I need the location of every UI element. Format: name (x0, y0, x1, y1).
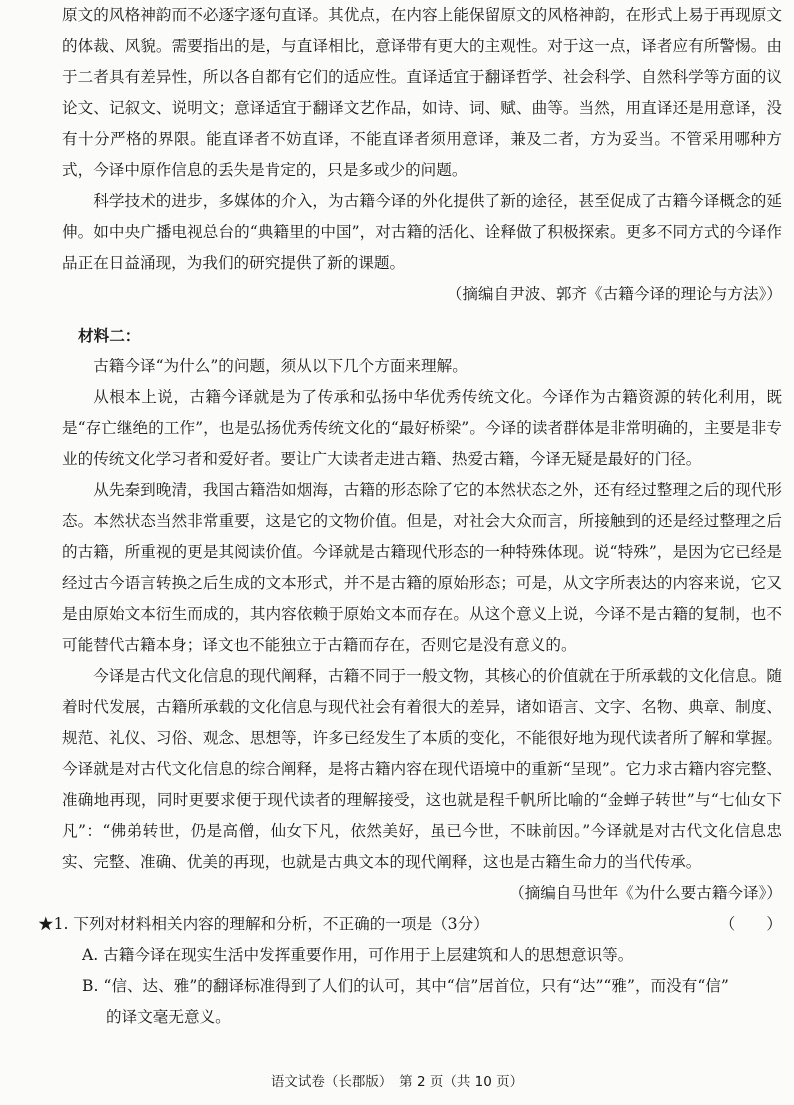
option-a[interactable]: A. 古籍今译在现实生活中发挥重要作用，可作用于上层建筑和人的思想意识等。 (82, 946, 634, 964)
paragraph-purpose: 从根本上说，古籍今译就是为了传承和弘扬中华优秀传统文化。今译作为古籍资源的转化利用，既是“存亡继绝的工作”，也是弘扬优秀传统文化的“最好桥梁”。今译的读者群体是非常明确的，主要是非专业的传统文化学习者和爱好者。要让广大读者走进古籍、热爱古籍，今译无疑是最好的门径。 (62, 388, 782, 468)
option-b-continued: 的译文毫无意义。 (106, 1008, 231, 1026)
paragraph-technology: 科学技术的进步，多媒体的介入，为古籍今译的外化提供了新的途径，甚至促成了古籍今译概念的延伸。如中央广播电视总台的“典籍里的中国”，对古籍的活化、诠释做了积极探索。更多不同方式的今译作品正在日益涌现，为我们的研究提供了新的课题。 (62, 192, 782, 272)
option-b[interactable]: B. “信、达、雅”的翻译标准得到了人们的认可，其中“信”居首位，只有“达”“雅”，而没有“信” (82, 977, 729, 995)
paragraph-form: 从先秦到晚清，我国古籍浩如烟海，古籍的形态除了它的本然状态之外，还有经过整理之后的现代形态。本然状态当然非常重要，这是它的文物价值。但是，对社会大众而言，所接触到的还是经过整理之后的古籍，所重视的更是其阅读价值。今译就是古籍现代形态的一种特殊体现。说“特殊”，是因为它已经是经过古今语言转换之后生成的文本形式，并不是古籍的原始形态；可是，从文字所表达的内容来说，它又是由原始文本衍生而成的，其内容依赖于原始文本而存在。从这个意义上说，今译不是古籍的复制，也不可能替代古籍本身；译文也不能独立于古籍而存在，否则它是没有意义的。 (62, 481, 782, 654)
material-two-heading: 材料二： (78, 326, 141, 345)
source-citation-2: （摘编自马世年《为什么要古籍今译》） (509, 884, 782, 902)
question-1-stem (38, 909, 782, 940)
paragraph-intro: 古籍今译“为什么”的问题，须从以下几个方面来理解。 (93, 357, 468, 375)
paragraph-interpretation: 今译是古代文化信息的现代阐释，古籍不同于一般文物，其核心的价值就在于所承载的文化信息。随着时代发展，古籍所承载的文化信息与现代社会有着很大的差异，诸如语言、文字、名物、典章、制度、规范、礼仪、习俗、观念、思想等，许多已经发生了本质的变化，不能很好地为现代读者所了解和掌握。今译就是对古代文化信息的综合阐释，是将古籍内容在现代语境中的重新“呈现”。它力求古籍内容完整、准确地再现，同时更要求便于现代读者的理解接受，这也就是程千帆所比喻的“金蝉子转世”与“七仙女下凡”：“佛弟转世，仍是高僧，仙女下凡，依然美好，虽已今世，不昧前因。”今译就是对古代文化信息忠实、完整、准确、优美的再现，也就是古典文本的现代阐释，这也是古籍生命力的当代传承。 (62, 667, 782, 871)
question-1-text: ★1. 下列对材料相关内容的理解和分析，不正确的一项是（3分） (38, 915, 489, 933)
page-footer: 语文试卷（长郡版） 第 2 页（共 10 页） (270, 1074, 524, 1090)
reading-material (38, 0, 782, 1033)
paragraph-continued: 原文的风格神韵而不必逐字逐句直译。其优点，在内容上能保留原文的风格神韵，在形式上易于再现原文的体裁、风貌。需要指出的是，与直译相比，意译带有更大的主观性。对于这一点，译者应有所警惕。由于二者具有差异性，所以各自都有它们的适应性。直译适宜于翻译哲学、社会科学、自然科学等方面的议论文、记叙文、说明文；意译适宜于翻译文艺作品，如诗、词、赋、曲等。当然，用直译还是用意译，没有十分严格的界限。能直译者不妨直译，不能直译者须用意译，兼及二者，方为妥当。不管采用哪种方式，今译中原作信息的丢失是肯定的，只是多或少的问题。 (62, 6, 782, 179)
answer-blank[interactable]: （ ） (719, 915, 782, 933)
source-citation-1: （摘编自尹波、郭齐《古籍今译的理论与方法》） (446, 285, 782, 303)
